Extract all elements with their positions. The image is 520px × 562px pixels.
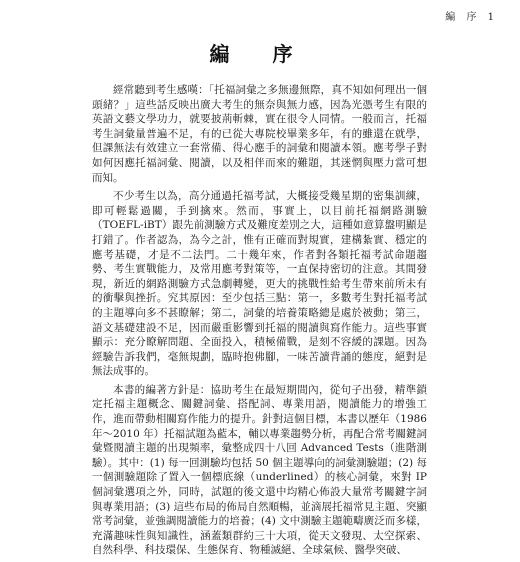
running-header: 編 序 1 — [445, 12, 498, 23]
page-title: 編 序 — [209, 42, 311, 66]
paragraph: 經常聽到考生感嘆：「托福詞彙之多無邊無際，真不知如何理出一個頭緒？」這些話反映出廣大考生的無奈與無力感，因為光憑考生有限的英語文藝文學功力，就要披荊斬棘，實在很令人同情。一般而言，托福考生詞彙量普遍不足，有的已從大專院校畢業多年，有的雖還在就學，但課無法有效建立一套常備、得心應手的詞彙和閱讀本領。應考學子對如何因應托福詞彙、閱讀，以及相伴而來的難題，其迷惘與壓力當可想而知。 — [92, 84, 427, 184]
paragraph: 不少考生以為，高分通過托福考試，大概接受幾星期的密集訓練，即可輕鬆過關，手到擒來。然而，事實上，以目前托福網路測驗（TOEFL-iBT）跟先前測驗方式及難度差別之大，這種如意算盤明顯是打錯了。作者認為，為今之計，惟有正確而對規實，建構紮實、穩定的應考基礎，才是不二法門。二十幾年來，作者對各類托福考試命題趨勢、考生實戰能力，及常用應考對策等，一直保持密切的注意。其間發現，新近的網路測驗方式急劇轉變，更大的挑戰性給考生帶來前所未有的衝擊與挫折。究其原因：至少包括三點：第一，多數考生對托福考試的主題導向多不甚瞭解；第二，詞彙的培養策略總是處於被動；第三，語文基礎建設不足，因而嚴重影響到托福的閱讀與寫作能力。這些事實顯示：充分瞭解問題、全面投入，積極備戰，是刻不容緩的課題。因為經驗告訴我們，毫無規劃，臨時抱佛腳，一味苦讀背誦的態度，絕對是無法成事的。 — [92, 190, 427, 378]
paragraph: 本書的編著方針是：協助考生在最短期間內，從句子出發，精準鎖定托福主題概念、關鍵詞彙、搭配詞、專業用語，閱讀能力的增強工作，進而帶動相關寫作能力的提升。針對這個目標，本書以歷年（1986 年～2010 年）托福試題為藍本，輔以專業趨勢分析，再配合常考關鍵詞彙暨閱讀主題的出現頻率，彙整成四十八回 Advanced Tests（進階測驗）。其中：(1) 每一回測驗均包括 50 個主題導向的詞彙測驗題；(2) 每一個測驗題除了置入一個標底線（underlined）的核心詞彙，來對 IP 個詞彙選項之外，同時，試題的後文還中均精心佈設大量常考關鍵字詞與專業用語；(3) 這些布局的佈局自然順暢，並滴展托福常見主題、突顯常考詞彙，並強調閱讀能力的培養；(4) 文中測驗主題範疇廣泛而多樣，充滿趣味性與知識性，涵蓋類群約三十大項，從天文發現、太空探索、自然科學、科技環保、生態保育、物種滅絕、全球氣候、醫學突破、 — [92, 383, 427, 557]
preface-body — [92, 83, 427, 562]
